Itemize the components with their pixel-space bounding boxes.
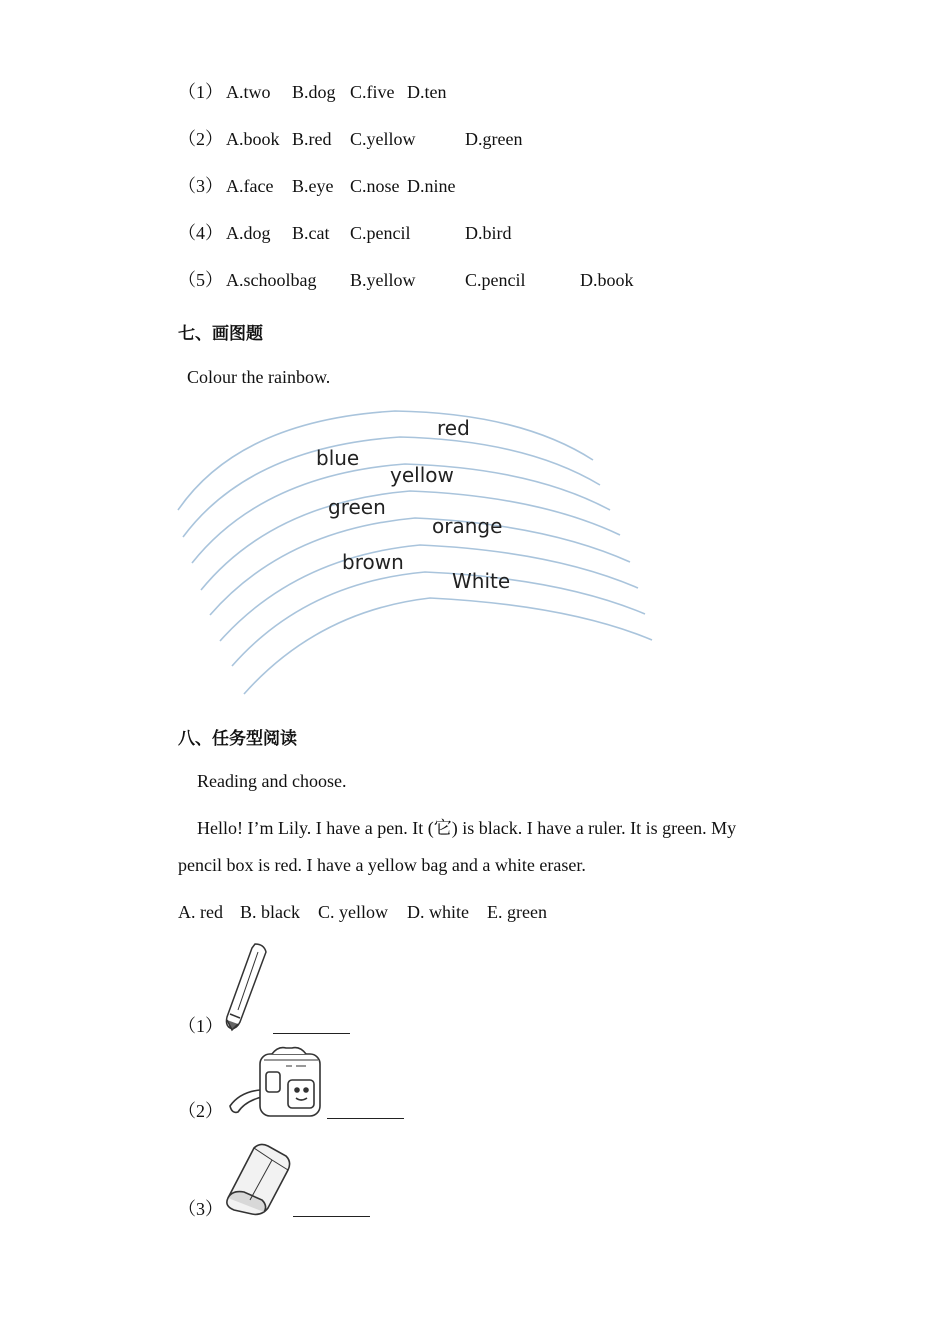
choice: C. yellow [318, 902, 388, 922]
option: B.dog [292, 82, 336, 102]
question-number: （4） [178, 223, 223, 243]
rainbow-label-orange: orange [432, 514, 503, 538]
section-title-reading: 八、任务型阅读 [178, 729, 297, 749]
option: C.pencil [350, 223, 411, 243]
option: A.dog [226, 223, 271, 243]
option: C.yellow [350, 129, 416, 149]
option: A.two [226, 82, 271, 102]
rainbow-arc [201, 491, 620, 590]
reading-instruction: Reading and choose. [197, 771, 347, 791]
option: A.book [226, 129, 280, 149]
option: D.green [465, 129, 523, 149]
option: A.schoolbag [226, 270, 317, 290]
eraser-icon [222, 1140, 294, 1218]
question-number: （2） [178, 1101, 223, 1121]
question-number: （2） [178, 129, 223, 149]
option: B.cat [292, 223, 330, 243]
rainbow-arc [244, 598, 652, 694]
section-title-drawing: 七、画图题 [178, 324, 263, 344]
rainbow-label-white: White [452, 569, 511, 593]
option: D.bird [465, 223, 512, 243]
question-number: （5） [178, 270, 223, 290]
option: C.nose [350, 176, 400, 196]
question-number: （3） [178, 176, 223, 196]
rainbow-label-yellow: yellow [390, 463, 454, 487]
choice: E. green [487, 902, 547, 922]
rainbow-arc [232, 572, 645, 666]
drawing-instruction: Colour the rainbow. [187, 367, 331, 387]
rainbow-label-green: green [328, 495, 386, 519]
answer-blank-2[interactable] [327, 1118, 404, 1119]
question-number: （1） [178, 82, 223, 102]
option: B.red [292, 129, 332, 149]
answer-blank-1[interactable] [273, 1033, 350, 1034]
passage-line-2: pencil box is red. I have a yellow bag and a white eraser. [178, 855, 586, 875]
option: C.pencil [465, 270, 526, 290]
choice: D. white [407, 902, 469, 922]
rainbow-label-brown: brown [342, 550, 404, 574]
option: B.eye [292, 176, 334, 196]
question-number: （1） [178, 1016, 223, 1036]
rainbow-arc [220, 545, 638, 641]
rainbow-arc [210, 518, 630, 615]
question-number: （3） [178, 1199, 223, 1219]
rainbow-label-blue: blue [316, 446, 360, 470]
option: D.nine [407, 176, 456, 196]
passage-line-1: Hello! I’m Lily. I have a pen. It (它) is black. I have a ruler. It is green. My [197, 818, 737, 838]
answer-blank-3[interactable] [293, 1216, 370, 1217]
option: D.ten [407, 82, 447, 102]
pen-icon [222, 940, 272, 1034]
choice: B. black [240, 902, 300, 922]
choice: A. red [178, 902, 223, 922]
rainbow-arc [183, 437, 600, 537]
option: C.five [350, 82, 395, 102]
option: D.book [580, 270, 634, 290]
rainbow-label-red: red [437, 416, 470, 440]
schoolbag-icon [226, 1046, 330, 1120]
option: A.face [226, 176, 274, 196]
option: B.yellow [350, 270, 416, 290]
